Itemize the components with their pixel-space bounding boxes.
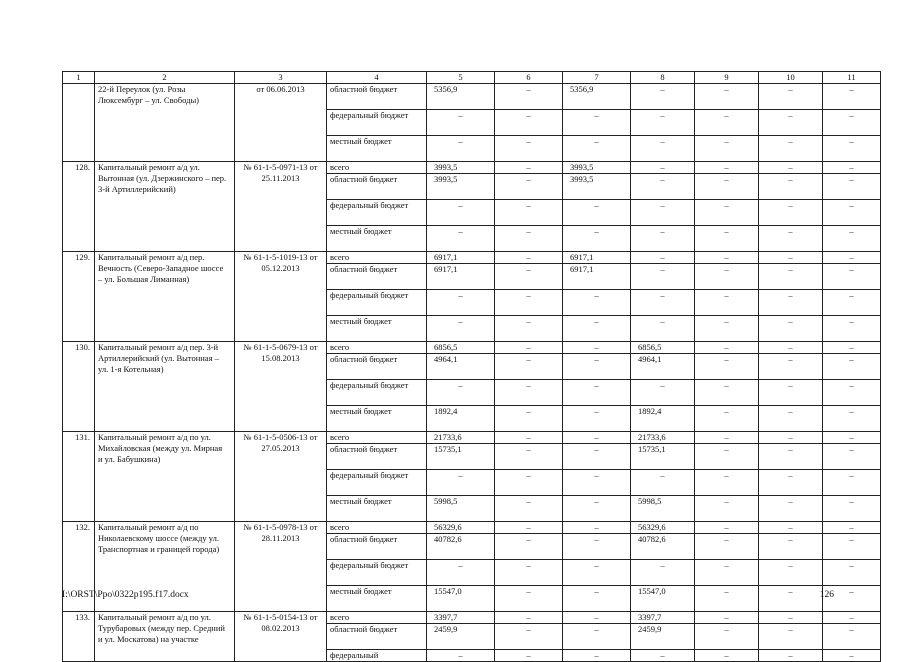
amount-cell: – bbox=[823, 586, 881, 612]
amount-cell: – bbox=[695, 136, 759, 162]
object-name: Капитальный ремонт а/д по Николаевскому шоссе (между ул. Транспортная и границей города) bbox=[95, 522, 235, 612]
amount-cell: – bbox=[563, 110, 631, 136]
amount-cell: – bbox=[495, 624, 563, 650]
amount-cell: 5356,9 bbox=[427, 84, 495, 110]
amount-cell: – bbox=[759, 252, 823, 264]
file-path: I:\ORST\Ppo\0322p195.f17.docx bbox=[62, 590, 189, 600]
amount-cell: – bbox=[823, 470, 881, 496]
amount-cell: – bbox=[495, 496, 563, 522]
document-number: № 61-1-5-0978-13 от 28.11.2013 bbox=[235, 522, 327, 612]
amount-cell: 6917,1 bbox=[427, 252, 495, 264]
amount-cell: – bbox=[495, 444, 563, 470]
amount-cell: – bbox=[823, 136, 881, 162]
amount-cell: – bbox=[695, 612, 759, 624]
amount-cell: – bbox=[823, 624, 881, 650]
amount-cell: – bbox=[495, 226, 563, 252]
column-number: 11 bbox=[823, 72, 881, 84]
row-number: 132. bbox=[63, 522, 95, 612]
amount-cell: 4964,1 bbox=[631, 354, 695, 380]
amount-cell: – bbox=[823, 496, 881, 522]
column-number: 5 bbox=[427, 72, 495, 84]
amount-cell: – bbox=[495, 522, 563, 534]
budget-source: местный бюджет bbox=[327, 316, 427, 342]
amount-cell: – bbox=[759, 162, 823, 174]
amount-cell: – bbox=[631, 226, 695, 252]
amount-cell: 3993,5 bbox=[427, 162, 495, 174]
amount-cell: – bbox=[759, 444, 823, 470]
amount-cell: – bbox=[427, 110, 495, 136]
budget-source: областной бюджет bbox=[327, 84, 427, 110]
amount-cell: – bbox=[695, 650, 759, 662]
amount-cell: – bbox=[695, 162, 759, 174]
budget-source: всего bbox=[327, 162, 427, 174]
table-row bbox=[63, 522, 881, 534]
row-number: 133. bbox=[63, 612, 95, 662]
row-number: 130. bbox=[63, 342, 95, 432]
amount-cell: 15547,0 bbox=[427, 586, 495, 612]
page-number: 126 bbox=[819, 590, 834, 600]
amount-cell: – bbox=[759, 432, 823, 444]
amount-cell: – bbox=[695, 444, 759, 470]
amount-cell: 3993,5 bbox=[563, 162, 631, 174]
amount-cell: – bbox=[495, 354, 563, 380]
amount-cell: – bbox=[695, 110, 759, 136]
column-number: 2 bbox=[95, 72, 235, 84]
budget-source: федеральный бюджет bbox=[327, 110, 427, 136]
amount-cell: – bbox=[823, 162, 881, 174]
amount-cell: – bbox=[695, 252, 759, 264]
column-number: 8 bbox=[631, 72, 695, 84]
object-name: Капитальный ремонт а/д по ул. Турубаровых (между пер. Средний и ул. Москатова) на участке bbox=[95, 612, 235, 662]
amount-cell: – bbox=[495, 252, 563, 264]
amount-cell: – bbox=[495, 136, 563, 162]
amount-cell: – bbox=[631, 174, 695, 200]
budget-source: федеральный бюджет bbox=[327, 560, 427, 586]
budget-source: местный бюджет bbox=[327, 586, 427, 612]
amount-cell: – bbox=[563, 612, 631, 624]
budget-source: областной бюджет bbox=[327, 174, 427, 200]
document-number: от 06.06.2013 bbox=[235, 84, 327, 162]
amount-cell: 3397,7 bbox=[631, 612, 695, 624]
amount-cell: – bbox=[759, 534, 823, 560]
amount-cell: 15735,1 bbox=[427, 444, 495, 470]
amount-cell: – bbox=[759, 174, 823, 200]
budget-source: всего bbox=[327, 432, 427, 444]
amount-cell: 5998,5 bbox=[427, 496, 495, 522]
amount-cell: – bbox=[695, 534, 759, 560]
amount-cell: – bbox=[427, 136, 495, 162]
amount-cell: – bbox=[759, 226, 823, 252]
amount-cell: – bbox=[631, 84, 695, 110]
amount-cell: – bbox=[695, 380, 759, 406]
row-number bbox=[63, 84, 95, 162]
amount-cell: – bbox=[759, 650, 823, 662]
amount-cell: – bbox=[563, 226, 631, 252]
row-number: 128. bbox=[63, 162, 95, 252]
amount-cell: – bbox=[563, 136, 631, 162]
amount-cell: – bbox=[823, 432, 881, 444]
amount-cell: – bbox=[759, 342, 823, 354]
amount-cell: – bbox=[759, 624, 823, 650]
column-number: 6 bbox=[495, 72, 563, 84]
amount-cell: – bbox=[759, 264, 823, 290]
object-name: Капитальный ремонт а/д пер. Вечность (Северо-Западное шоссе – ул. Большая Лиманная) bbox=[95, 252, 235, 342]
amount-cell: – bbox=[563, 406, 631, 432]
amount-cell: 3993,5 bbox=[563, 174, 631, 200]
amount-cell: – bbox=[563, 342, 631, 354]
amount-cell: – bbox=[823, 650, 881, 662]
amount-cell: – bbox=[695, 586, 759, 612]
table-row bbox=[63, 342, 881, 354]
table-row bbox=[63, 162, 881, 174]
amount-cell: – bbox=[823, 342, 881, 354]
amount-cell: – bbox=[759, 612, 823, 624]
amount-cell: – bbox=[823, 264, 881, 290]
amount-cell: 6917,1 bbox=[427, 264, 495, 290]
amount-cell: – bbox=[631, 290, 695, 316]
amount-cell: 3993,5 bbox=[427, 174, 495, 200]
amount-cell: – bbox=[823, 316, 881, 342]
amount-cell: – bbox=[427, 226, 495, 252]
budget-source: всего bbox=[327, 252, 427, 264]
document-number: № 61-1-5-1019-13 от 05.12.2013 bbox=[235, 252, 327, 342]
amount-cell: 56329,6 bbox=[631, 522, 695, 534]
amount-cell: 6856,5 bbox=[631, 342, 695, 354]
amount-cell: – bbox=[495, 264, 563, 290]
amount-cell: – bbox=[695, 264, 759, 290]
object-name: Капитальный ремонт а/д пер. 3-й Артиллерийский (ул. Вытонная – ул. 1-я Котельная) bbox=[95, 342, 235, 432]
budget-source: федеральный бюджет bbox=[327, 200, 427, 226]
amount-cell: – bbox=[631, 470, 695, 496]
amount-cell: 40782,6 bbox=[427, 534, 495, 560]
amount-cell: – bbox=[495, 380, 563, 406]
amount-cell: – bbox=[695, 316, 759, 342]
amount-cell: – bbox=[427, 470, 495, 496]
amount-cell: – bbox=[759, 200, 823, 226]
column-number: 7 bbox=[563, 72, 631, 84]
amount-cell: – bbox=[563, 432, 631, 444]
amount-cell: – bbox=[823, 290, 881, 316]
amount-cell: – bbox=[495, 200, 563, 226]
amount-cell: 1892,4 bbox=[427, 406, 495, 432]
amount-cell: – bbox=[823, 252, 881, 264]
amount-cell: – bbox=[695, 522, 759, 534]
amount-cell: – bbox=[823, 534, 881, 560]
budget-source: федеральный бюджет bbox=[327, 470, 427, 496]
amount-cell: 1892,4 bbox=[631, 406, 695, 432]
amount-cell: – bbox=[823, 110, 881, 136]
budget-source: всего bbox=[327, 522, 427, 534]
amount-cell: – bbox=[695, 624, 759, 650]
amount-cell: – bbox=[495, 110, 563, 136]
amount-cell: – bbox=[563, 496, 631, 522]
column-number: 4 bbox=[327, 72, 427, 84]
amount-cell: – bbox=[495, 290, 563, 316]
document-number: № 61-1-5-0154-13 от 08.02.2013 bbox=[235, 612, 327, 662]
amount-cell: – bbox=[695, 226, 759, 252]
amount-cell: – bbox=[563, 534, 631, 560]
amount-cell: – bbox=[563, 522, 631, 534]
amount-cell: 40782,6 bbox=[631, 534, 695, 560]
amount-cell: – bbox=[495, 650, 563, 662]
amount-cell: – bbox=[759, 380, 823, 406]
amount-cell: – bbox=[759, 470, 823, 496]
amount-cell: – bbox=[695, 290, 759, 316]
amount-cell: – bbox=[759, 522, 823, 534]
budget-source: местный бюджет bbox=[327, 406, 427, 432]
amount-cell: 21733,6 bbox=[631, 432, 695, 444]
table-row bbox=[63, 252, 881, 264]
amount-cell: 4964,1 bbox=[427, 354, 495, 380]
column-number-row bbox=[63, 72, 881, 84]
amount-cell: 6856,5 bbox=[427, 342, 495, 354]
document-number: № 61-1-5-0971-13 от 25.11.2013 bbox=[235, 162, 327, 252]
amount-cell: – bbox=[759, 406, 823, 432]
budget-source: областной бюджет bbox=[327, 624, 427, 650]
amount-cell: – bbox=[563, 560, 631, 586]
amount-cell: – bbox=[695, 496, 759, 522]
amount-cell: – bbox=[563, 650, 631, 662]
budget-source: федеральный bbox=[327, 650, 427, 662]
row-number: 129. bbox=[63, 252, 95, 342]
amount-cell: – bbox=[495, 432, 563, 444]
table-row bbox=[63, 432, 881, 444]
amount-cell: – bbox=[823, 406, 881, 432]
amount-cell: – bbox=[823, 444, 881, 470]
amount-cell: – bbox=[495, 84, 563, 110]
amount-cell: – bbox=[823, 354, 881, 380]
amount-cell: – bbox=[563, 380, 631, 406]
amount-cell: – bbox=[631, 162, 695, 174]
amount-cell: – bbox=[823, 200, 881, 226]
amount-cell: – bbox=[631, 200, 695, 226]
amount-cell: – bbox=[823, 174, 881, 200]
amount-cell: – bbox=[631, 264, 695, 290]
budget-table bbox=[62, 71, 881, 662]
amount-cell: – bbox=[495, 342, 563, 354]
column-number: 3 bbox=[235, 72, 327, 84]
table-row bbox=[63, 84, 881, 110]
amount-cell: – bbox=[495, 174, 563, 200]
amount-cell: – bbox=[759, 496, 823, 522]
row-number: 131. bbox=[63, 432, 95, 522]
amount-cell: – bbox=[563, 586, 631, 612]
amount-cell: 2459,9 bbox=[427, 624, 495, 650]
amount-cell: – bbox=[759, 560, 823, 586]
object-name: Капитальный ремонт а/д ул. Вытонная (ул. Дзержинского – пер. 3-й Артиллерийский) bbox=[95, 162, 235, 252]
budget-source: местный бюджет bbox=[327, 136, 427, 162]
amount-cell: 5998,5 bbox=[631, 496, 695, 522]
document-number: № 61-1-5-0679-13 от 15.08.2013 bbox=[235, 342, 327, 432]
amount-cell: – bbox=[563, 624, 631, 650]
budget-source: областной бюджет bbox=[327, 354, 427, 380]
amount-cell: – bbox=[695, 432, 759, 444]
amount-cell: – bbox=[495, 612, 563, 624]
amount-cell: – bbox=[759, 110, 823, 136]
amount-cell: – bbox=[631, 560, 695, 586]
amount-cell: – bbox=[695, 406, 759, 432]
budget-source: областной бюджет bbox=[327, 444, 427, 470]
budget-source: областной бюджет bbox=[327, 534, 427, 560]
amount-cell: – bbox=[563, 470, 631, 496]
amount-cell: – bbox=[759, 136, 823, 162]
amount-cell: – bbox=[495, 316, 563, 342]
budget-source: федеральный бюджет bbox=[327, 380, 427, 406]
amount-cell: – bbox=[631, 136, 695, 162]
amount-cell: – bbox=[563, 354, 631, 380]
object-name: 22-й Переулок (ул. Розы Люксембург – ул. Свободы) bbox=[95, 84, 235, 162]
amount-cell: 2459,9 bbox=[631, 624, 695, 650]
amount-cell: 3397,7 bbox=[427, 612, 495, 624]
amount-cell: – bbox=[495, 586, 563, 612]
amount-cell: 15735,1 bbox=[631, 444, 695, 470]
amount-cell: – bbox=[695, 174, 759, 200]
budget-source: местный бюджет bbox=[327, 226, 427, 252]
amount-cell: – bbox=[631, 316, 695, 342]
amount-cell: – bbox=[823, 522, 881, 534]
amount-cell: – bbox=[631, 110, 695, 136]
amount-cell: 6917,1 bbox=[563, 264, 631, 290]
amount-cell: – bbox=[563, 444, 631, 470]
budget-source: федеральный бюджет bbox=[327, 290, 427, 316]
amount-cell: – bbox=[495, 470, 563, 496]
amount-cell: – bbox=[695, 84, 759, 110]
amount-cell: 6917,1 bbox=[563, 252, 631, 264]
table-row bbox=[63, 612, 881, 624]
amount-cell: – bbox=[427, 650, 495, 662]
amount-cell: – bbox=[823, 560, 881, 586]
amount-cell: 5356,9 bbox=[563, 84, 631, 110]
amount-cell: – bbox=[695, 354, 759, 380]
amount-cell: – bbox=[631, 650, 695, 662]
amount-cell: – bbox=[563, 290, 631, 316]
amount-cell: 15547,0 bbox=[631, 586, 695, 612]
amount-cell: – bbox=[495, 162, 563, 174]
amount-cell: – bbox=[759, 84, 823, 110]
column-number: 1 bbox=[63, 72, 95, 84]
budget-source: областной бюджет bbox=[327, 264, 427, 290]
amount-cell: – bbox=[427, 316, 495, 342]
amount-cell: – bbox=[759, 586, 823, 612]
amount-cell: – bbox=[759, 316, 823, 342]
amount-cell: – bbox=[427, 290, 495, 316]
amount-cell: – bbox=[563, 200, 631, 226]
amount-cell: – bbox=[427, 560, 495, 586]
amount-cell: – bbox=[823, 380, 881, 406]
amount-cell: – bbox=[695, 342, 759, 354]
amount-cell: – bbox=[427, 200, 495, 226]
column-number: 9 bbox=[695, 72, 759, 84]
object-name: Капитальный ремонт а/д по ул. Михайловская (между ул. Мирная и ул. Бабушкина) bbox=[95, 432, 235, 522]
document-number: № 61-1-5-0506-13 от 27.05.2013 bbox=[235, 432, 327, 522]
amount-cell: – bbox=[759, 354, 823, 380]
amount-cell: – bbox=[759, 290, 823, 316]
amount-cell: – bbox=[823, 84, 881, 110]
amount-cell: – bbox=[823, 226, 881, 252]
amount-cell: – bbox=[495, 406, 563, 432]
amount-cell: – bbox=[695, 470, 759, 496]
budget-source: всего bbox=[327, 612, 427, 624]
amount-cell: – bbox=[823, 612, 881, 624]
amount-cell: – bbox=[695, 560, 759, 586]
column-number: 10 bbox=[759, 72, 823, 84]
amount-cell: – bbox=[427, 380, 495, 406]
amount-cell: – bbox=[631, 380, 695, 406]
budget-source: всего bbox=[327, 342, 427, 354]
amount-cell: – bbox=[495, 560, 563, 586]
budget-source: местный бюджет bbox=[327, 496, 427, 522]
amount-cell: – bbox=[695, 200, 759, 226]
amount-cell: 21733,6 bbox=[427, 432, 495, 444]
amount-cell: – bbox=[631, 252, 695, 264]
amount-cell: – bbox=[563, 316, 631, 342]
amount-cell: – bbox=[495, 534, 563, 560]
amount-cell: 56329,6 bbox=[427, 522, 495, 534]
